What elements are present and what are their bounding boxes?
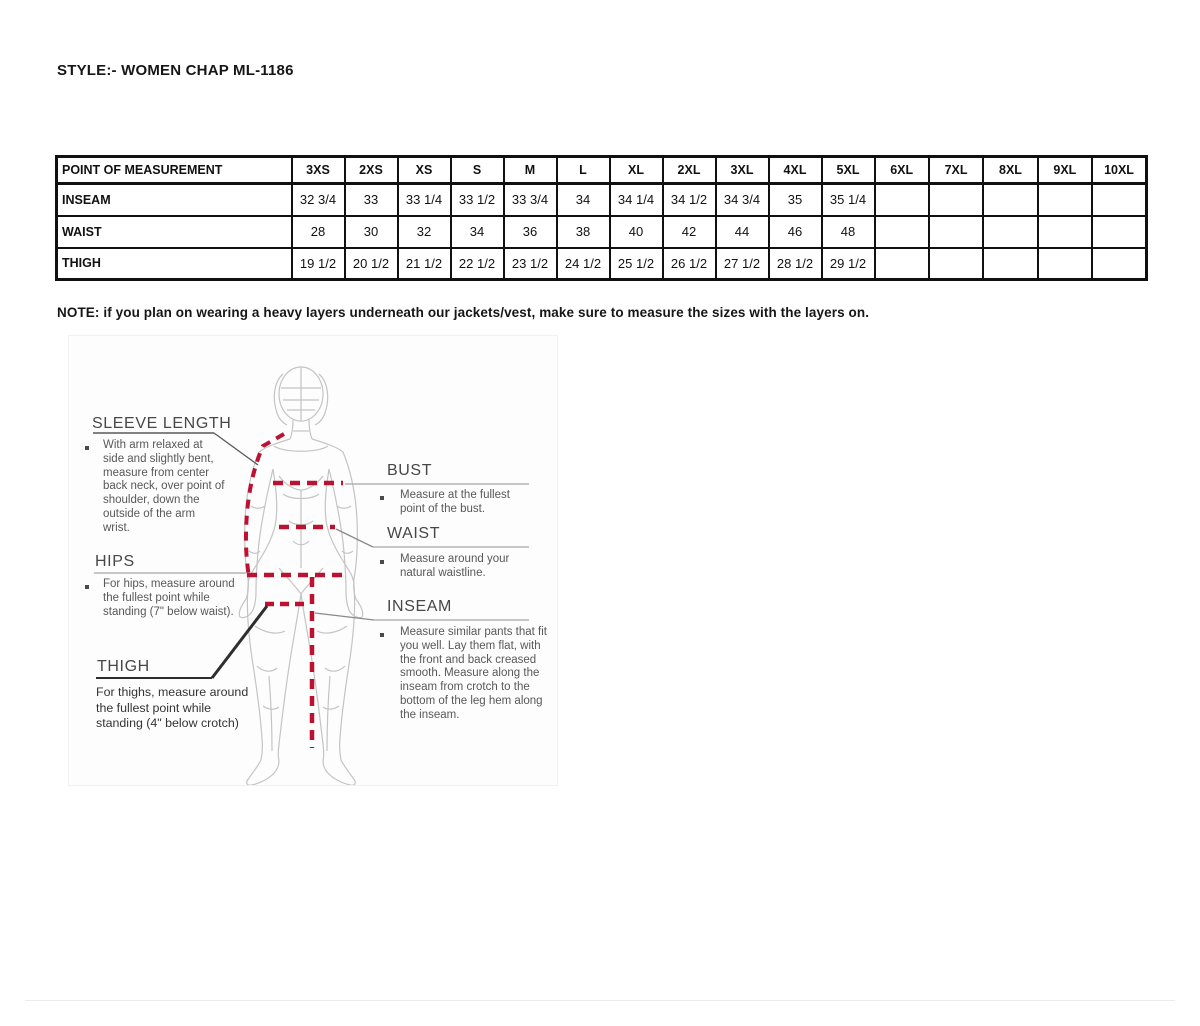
col-header-size-xl: XL (610, 157, 663, 184)
cell-inseam-3xl: 34 3/4 (716, 184, 769, 216)
cell-thigh-7xl (929, 248, 983, 280)
cell-waist-9xl (1038, 216, 1092, 248)
cell-inseam-xs: 33 1/4 (398, 184, 451, 216)
cell-waist-3xs: 28 (292, 216, 345, 248)
col-header-size-2xl: 2XL (663, 157, 716, 184)
header-row (57, 157, 1147, 184)
col-header-size-3xs: 3XS (292, 157, 345, 184)
cell-thigh-3xs: 19 1/2 (292, 248, 345, 280)
cell-inseam-3xs: 32 3/4 (292, 184, 345, 216)
cell-thigh-xs: 21 1/2 (398, 248, 451, 280)
col-header-size-10xl: 10XL (1092, 157, 1146, 184)
row-label-inseam: INSEAM (57, 184, 292, 216)
col-header-size-s: S (451, 157, 504, 184)
page-title: STYLE:- WOMEN CHAP ML-1186 (57, 62, 294, 79)
bullet-icon (380, 560, 384, 564)
cell-inseam-2xl: 34 1/2 (663, 184, 716, 216)
cell-thigh-l: 24 1/2 (557, 248, 610, 280)
cell-waist-4xl: 46 (769, 216, 822, 248)
cell-waist-5xl: 48 (822, 216, 875, 248)
row-label-thigh: THIGH (57, 248, 292, 280)
bullet-icon (85, 446, 89, 450)
cell-inseam-7xl (929, 184, 983, 216)
cell-inseam-4xl: 35 (769, 184, 822, 216)
cell-inseam-6xl (875, 184, 929, 216)
cell-inseam-9xl (1038, 184, 1092, 216)
size-chart-table-wrap (55, 155, 1145, 281)
waist-desc: Measure around your natural waistline. (400, 553, 510, 579)
col-header-size-8xl: 8XL (983, 157, 1037, 184)
cell-thigh-6xl (875, 248, 929, 280)
cell-inseam-s: 33 1/2 (451, 184, 504, 216)
cell-inseam-m: 33 3/4 (504, 184, 557, 216)
sleeve-length-label: SLEEVE LENGTH (92, 415, 232, 432)
bullet-icon (380, 496, 384, 500)
col-header-size-l: L (557, 157, 610, 184)
cell-thigh-2xl: 26 1/2 (663, 248, 716, 280)
row-label-waist: WAIST (57, 216, 292, 248)
size-chart-table (55, 155, 1148, 281)
col-header-size-2xs: 2XS (345, 157, 398, 184)
cell-waist-6xl (875, 216, 929, 248)
cell-waist-2xs: 30 (345, 216, 398, 248)
cell-waist-l: 38 (557, 216, 610, 248)
cell-inseam-2xs: 33 (345, 184, 398, 216)
table-row-thigh (57, 248, 1147, 280)
cell-waist-7xl (929, 216, 983, 248)
cell-thigh-xl: 25 1/2 (610, 248, 663, 280)
sleeve-length-desc: With arm relaxed at side and slightly bent, measure from center back neck, over point of shoulder, down the outside of the arm wrist. (103, 439, 225, 534)
cell-thigh-10xl (1092, 248, 1146, 280)
table-row-inseam (57, 184, 1147, 216)
cell-thigh-s: 22 1/2 (451, 248, 504, 280)
cell-waist-3xl: 44 (716, 216, 769, 248)
cell-thigh-2xs: 20 1/2 (345, 248, 398, 280)
waist-label: WAIST (387, 525, 441, 542)
col-header-size-7xl: 7XL (929, 157, 983, 184)
inseam-desc: Measure similar pants that fit you well. Lay them flat, with the front and back creased smooth. Measure along the inseam from crotch to the bottom of the leg hem along the inseam. (400, 626, 548, 721)
bullet-icon (380, 633, 384, 637)
cell-waist-8xl (983, 216, 1037, 248)
cell-waist-10xl (1092, 216, 1146, 248)
hips-label: HIPS (95, 553, 135, 570)
measurement-diagram (68, 335, 558, 786)
cell-thigh-3xl: 27 1/2 (716, 248, 769, 280)
cell-waist-2xl: 42 (663, 216, 716, 248)
cell-thigh-5xl: 29 1/2 (822, 248, 875, 280)
cell-inseam-l: 34 (557, 184, 610, 216)
cell-inseam-8xl (983, 184, 1037, 216)
col-header-size-xs: XS (398, 157, 451, 184)
bust-label: BUST (387, 462, 433, 479)
cell-inseam-xl: 34 1/4 (610, 184, 663, 216)
cell-thigh-9xl (1038, 248, 1092, 280)
note-text: NOTE: if you plan on wearing a heavy layers underneath our jackets/vest, make sure to measure the sizes with the layers on. (57, 305, 870, 320)
cell-waist-m: 36 (504, 216, 557, 248)
col-header-size-m: M (504, 157, 557, 184)
cell-thigh-m: 23 1/2 (504, 248, 557, 280)
bust-desc: Measure at the fullest point of the bust. (400, 489, 510, 515)
bullet-icon (85, 585, 89, 589)
thigh-label: THIGH (97, 658, 150, 675)
measurement-lines (246, 434, 345, 748)
cell-waist-s: 34 (451, 216, 504, 248)
inseam-label: INSEAM (387, 598, 452, 615)
hips-desc: For hips, measure around the fullest point while standing (7" below waist). (103, 578, 235, 618)
page-bottom-divider (25, 1000, 1175, 1001)
cell-inseam-5xl: 35 1/4 (822, 184, 875, 216)
cell-waist-xs: 32 (398, 216, 451, 248)
cell-thigh-4xl: 28 1/2 (769, 248, 822, 280)
col-header-point-of-measurement: POINT OF MEASUREMENT (57, 157, 292, 184)
thigh-desc: For thighs, measure around the fullest point while standing (4" below crotch) (96, 685, 249, 730)
cell-inseam-10xl (1092, 184, 1146, 216)
cell-waist-xl: 40 (610, 216, 663, 248)
table-row-waist (57, 216, 1147, 248)
col-header-size-6xl: 6XL (875, 157, 929, 184)
col-header-size-9xl: 9XL (1038, 157, 1092, 184)
col-header-size-3xl: 3XL (716, 157, 769, 184)
col-header-size-5xl: 5XL (822, 157, 875, 184)
col-header-size-4xl: 4XL (769, 157, 822, 184)
cell-thigh-8xl (983, 248, 1037, 280)
